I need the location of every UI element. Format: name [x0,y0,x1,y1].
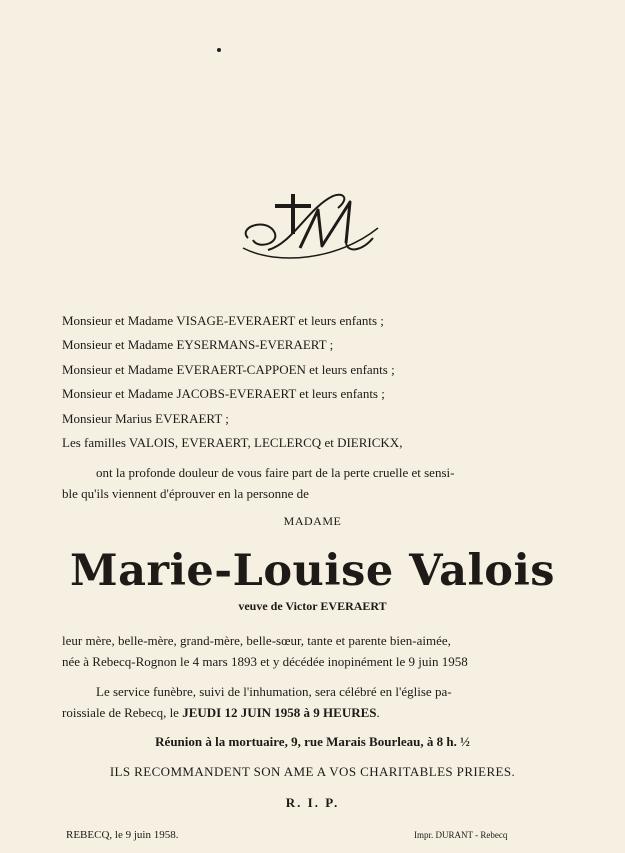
relations-line: leur mère, belle-mère, grand-mère, belle-sœur, tante et parente bien-aimée, [62,633,451,648]
honorific: MADAME [283,514,342,528]
announcement-paragraph [62,462,560,504]
place-date: REBECQ, le 9 juin 1958. [66,829,179,841]
monogram-letter: M [238,188,239,189]
family-line: Monsieur et Madame JACOBS-EVERAERT et leurs enfants ; [62,386,385,402]
rip-text: R. I. P. [285,795,340,810]
cross-monogram-emblem [238,188,383,273]
family-list [62,309,562,455]
service-punct: . [376,705,380,720]
service-line [62,702,560,723]
relations-paragraph [62,630,560,672]
service-line: Le service funèbre, suivi de l'inhumation, sera célébré en l'église pa- [96,684,452,699]
prayer-recommendation: ILS RECOMMANDENT SON AME A VOS CHARITABLES PRIERES. [109,764,516,779]
announcement-line: ble qu'ils viennent d'éprouver en la personne de [62,486,309,501]
deceased-name: Marie-Louise Valois [69,546,556,596]
family-line: Monsieur et Madame VISAGE-EVERAERT et leurs enfants ; [62,313,384,328]
service-paragraph [62,681,560,723]
ink-speck [217,48,221,52]
service-datetime: JEUDI 12 JUIN 1958 à 9 HEURES [182,705,377,720]
service-text: roissiale de Rebecq, le [62,705,183,720]
family-line: Les familles VALOIS, EVERAERT, LECLERCQ et DIERICKX, [62,435,403,451]
family-line: Monsieur et Madame EVERAERT-CAPPOEN et leurs enfants ; [62,361,395,377]
family-line: Monsieur Marius EVERAERT ; [62,410,229,426]
reunion-info: Réunion à la mortuaire, 9, rue Marais Bourleau, à 8 h. ½ [155,734,470,749]
widow-of: veuve de Victor EVERAERT [238,599,387,613]
relations-line: née à Rebecq-Rognon le 4 mars 1893 et y décédée inopinément le 9 juin 1958 [62,654,468,669]
printer-credit: Impr. DURANT - Rebecq [414,830,508,840]
family-line: Monsieur et Madame EYSERMANS-EVERAERT ; [62,337,334,353]
announcement-line: ont la profonde douleur de vous faire part de la perte cruelle et sensi- [96,465,455,480]
